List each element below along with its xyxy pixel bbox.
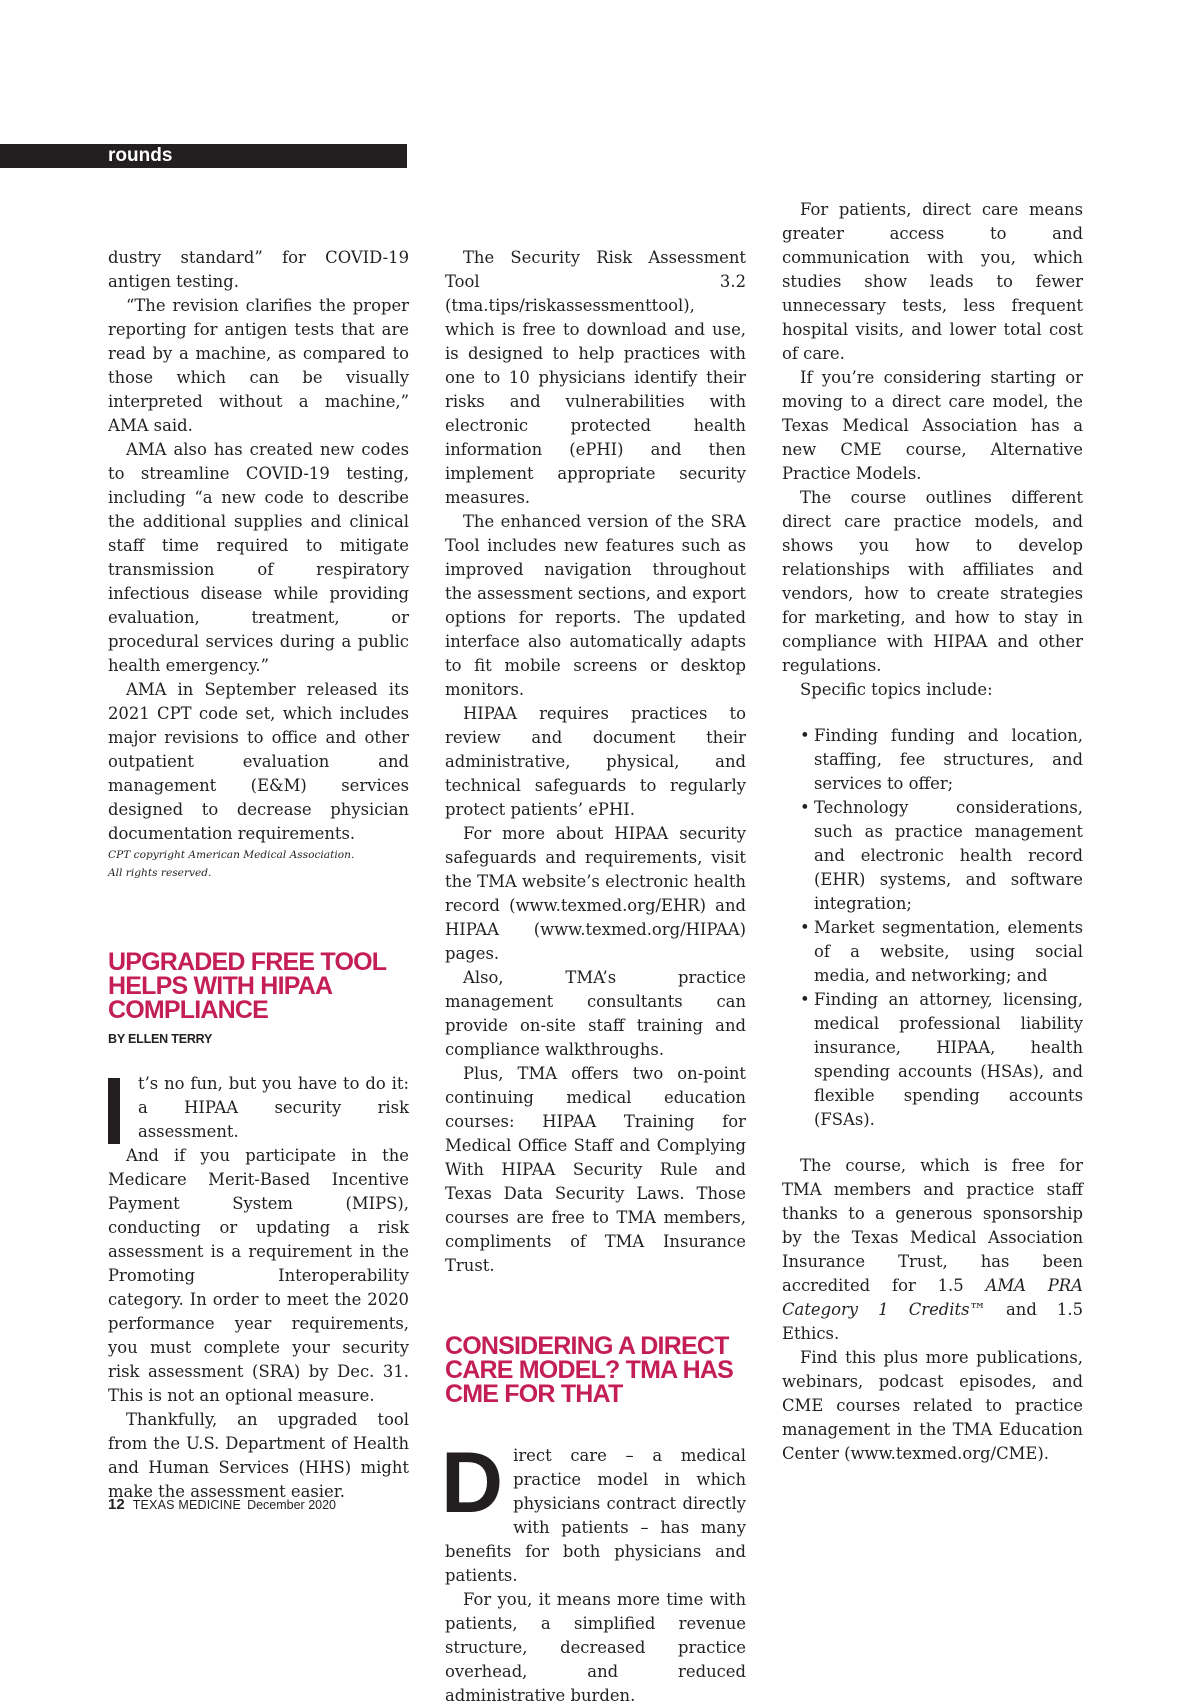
body-paragraph: Plus, TMA offers two on-point continuing medical education courses: HIPAA Training for Medical Office Staff and Complying With HIPAA Security Rule and Texas Data Security Laws. Those courses are free to TMA members, compliments of TMA Insurance Trust. [445, 1064, 746, 1275]
body-paragraph: For you, it means more time with patients, a simplified revenue structure, decreased practice overhead, and reduced administrative burden. [445, 1590, 746, 1705]
list-item [782, 916, 1083, 988]
article1-intro [108, 1072, 409, 1144]
article1-byline: BY ELLEN TERRY [108, 1032, 213, 1046]
body-paragraph: AMA in September released its 2021 CPT code set, which includes major revisions to office and other outpatient evaluation and management (E&M) services designed to decrease physician documentation requirements. [108, 680, 409, 843]
body-paragraph: dustry standard” for COVID-19 antigen testing. [108, 248, 409, 291]
body-paragraph: AMA also has created new codes to streamline COVID-19 testing, including “a new code to describe the additional supplies and clinical staff time required to mitigate transmission of respiratory infectious disease while providing evaluation, treatment, or procedural services during a public health emergency.” [108, 440, 409, 675]
body-paragraph: If you’re considering starting or moving to a direct care model, the Texas Medical Association has a new CME course, Alternative Practice Models. [782, 368, 1083, 483]
body-paragraph: HIPAA requires practices to review and document their administrative, physical, and technical safeguards to regularly protect patients’ ePHI. [445, 704, 746, 819]
list-item-text: Finding funding and location, staffing, fee structures, and services to offer; [814, 726, 1083, 793]
list-item [782, 988, 1083, 1132]
body-paragraph: “The revision clarifies the proper reporting for antigen tests that are read by a machine, as compared to those which can be visually interpreted without a machine,” AMA said. [108, 296, 409, 435]
bullet-glyph: • [800, 990, 810, 1009]
topics-list [782, 724, 1083, 1132]
copyright-credit [108, 846, 409, 882]
body-paragraph: For patients, direct care means greater access to and communication with you, which studies show leads to fewer unnecessary tests, less frequent hospital visits, and lower total cost of care. [782, 200, 1083, 363]
article2-headline [445, 1334, 746, 1406]
page-number: 12 [108, 1496, 125, 1513]
body-paragraph: The enhanced version of the SRA Tool includes new features such as improved navigation throughout the assessment sections, and export options for reports. The updated interface also automatically adapts to fit mobile screens or desktop monitors. [445, 512, 746, 699]
section-label: rounds [108, 145, 173, 166]
headline-line: CARE MODEL? TMA HAS [445, 1356, 734, 1384]
course-text: The course, which is free for TMA members and practice staff thanks to a generous sponsorship by the Texas Medical Association Insurance Trust, has been accredited for 1.5 [782, 1156, 1083, 1295]
column-1 [108, 246, 409, 1504]
body-paragraph: Find this plus more publications, webinars, podcast episodes, and CME courses related to practice management in the TMA Education Center (www.texmed.org/CME). [782, 1348, 1083, 1463]
body-paragraph: Thankfully, an upgraded tool from the U.S. Department of Health and Human Services (HHS) might make the assessment easier. [108, 1410, 409, 1501]
list-item [782, 724, 1083, 796]
body-paragraph: Specific topics include: [800, 680, 993, 699]
section-header-bar [0, 144, 407, 168]
credit-line: CPT copyright American Medical Association. [108, 849, 355, 861]
column-3 [782, 198, 1083, 1466]
article2-intro [441, 1435, 746, 1588]
headline-line: COMPLIANCE [108, 996, 269, 1024]
issue-date: December 2020 [247, 1498, 337, 1512]
article1-headline [108, 950, 409, 1022]
intro-text: t’s no fun, but you have to do it: a HIPAA security risk assessment. [138, 1074, 409, 1141]
body-paragraph: Also, TMA’s practice management consultants can provide on-site staff training and compliance walkthroughs. [445, 968, 746, 1059]
page-footer [108, 1496, 336, 1513]
body-paragraph: For more about HIPAA security safeguards and requirements, visit the TMA website’s electronic health record (www.texmed.org/EHR) and HIPAA (www.texmed.org/HIPAA) pages. [445, 824, 746, 963]
headline-line: HELPS WITH HIPAA [108, 972, 333, 1000]
bullet-glyph: • [800, 918, 810, 937]
list-item-text: Finding an attorney, licensing, medical professional liability insurance, HIPAA, health spending accounts (HSAs), and flexible spending accounts (FSAs). [814, 990, 1083, 1129]
headline-line: CME FOR THAT [445, 1380, 623, 1408]
dropcap-i [108, 1078, 120, 1144]
column-2 [441, 246, 746, 1708]
bullet-glyph: • [800, 726, 810, 745]
headline-line: CONSIDERING A DIRECT [445, 1332, 729, 1360]
list-item [782, 796, 1083, 916]
credit-type: AMA PRA Category 1 Credits [782, 1276, 1083, 1319]
course-text-end: ™ and 1.5 Ethics. [782, 1300, 1084, 1343]
intro-text: irect care – a medical practice model in which physicians contract directly with patients – has many benefits for both physicians and patients. [445, 1446, 746, 1585]
body-paragraph: The Security Risk Assessment Tool 3.2 (tma.tips/riskassessmenttool), which is free to download and use, is designed to help practices with one to 10 physicians identify their risks and vulnerabilities with electronic protected health information (ePHI) and then implement appropriate security measures. [445, 248, 746, 507]
credit-line: All rights reserved. [108, 867, 212, 879]
publication-name: TEXAS MEDICINE [132, 1498, 242, 1512]
dropcap-d: D [441, 1435, 504, 1531]
body-paragraph: The course outlines different direct care practice models, and shows you how to develop relationships with affiliates and vendors, how to create strategies for marketing, and how to stay in compliance with HIPAA and other regulations. [782, 488, 1083, 675]
list-item-text: Technology considerations, such as practice management and electronic health record (EHR) systems, and software integration; [814, 798, 1083, 913]
headline-line: UPGRADED FREE TOOL [108, 948, 387, 976]
list-item-text: Market segmentation, elements of a website, using social media, and networking; and [814, 918, 1083, 985]
course-paragraph [782, 1154, 1083, 1346]
body-paragraph: And if you participate in the Medicare Merit-Based Incentive Payment System (MIPS), conducting or updating a risk assessment is a requirement in the Promoting Interoperability category. In order to meet the 2020 performance year requirements, you must complete your security risk assessment (SRA) by Dec. 31. This is not an optional measure. [108, 1146, 409, 1405]
bullet-glyph: • [800, 798, 810, 817]
